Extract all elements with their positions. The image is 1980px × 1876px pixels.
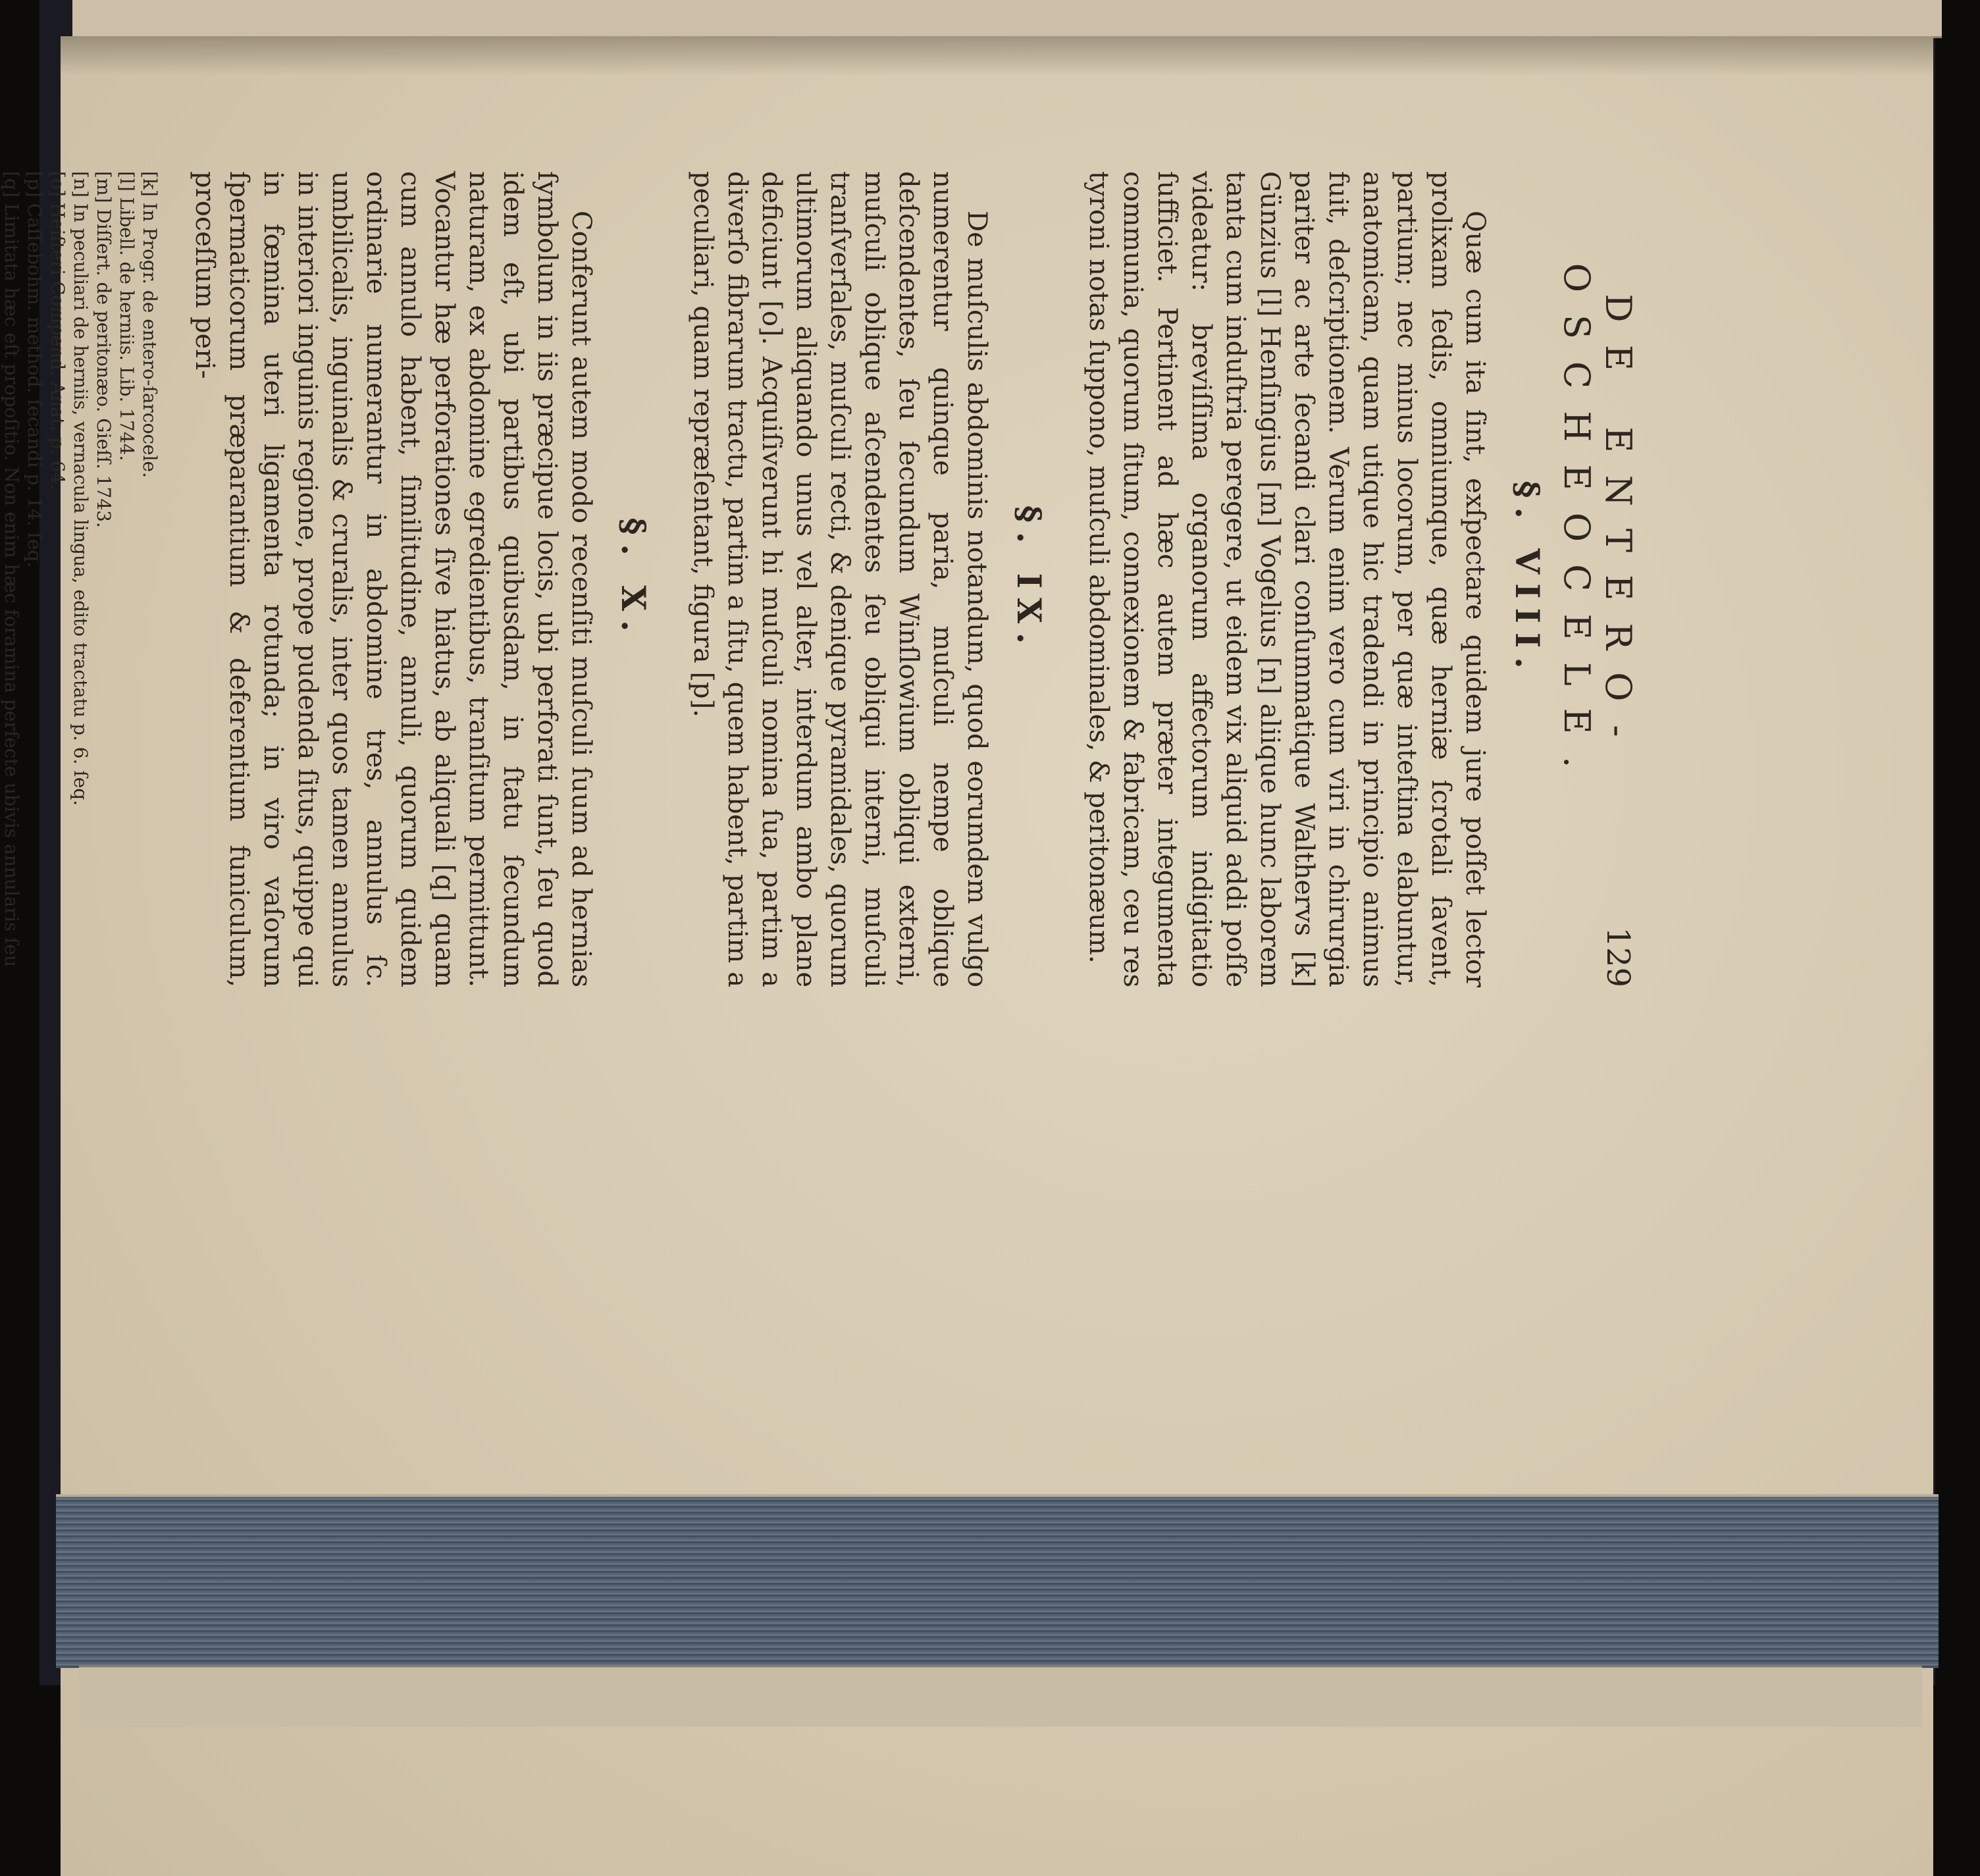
footnotes xyxy=(0,171,161,987)
section-heading-viii: §. VIII. xyxy=(1508,481,1547,678)
footnote-n: [n] In peculiari de herniis, vernacula lingua, edito tractatu p. 6. ſeq. xyxy=(70,171,91,806)
footnote-m: [m] Diſſert. de peritonæo. Gieſſ. 1743. xyxy=(93,171,115,528)
page-number: 129 xyxy=(1600,927,1636,987)
paragraph-x: Conferunt autem modo recenſiti muſculi ſuum ad hernias ſymbolum in iis præcipue locis, ubi perforati ſunt, ſeu quod idem eſt, ubi partibus quibusdam, in ſtatu ſecundum naturam, ex abdomine egredientibus, tranſitum permittunt. Vocantur hæ perforationes ſive hiatus, ab aliquali [q] quam cum annulo habent, ſimilitudine, annuli, quorum quidem ordinarie numerantur in abdomine tres, annulus ſc. umbilicalis, inguinalis & cruralis, inter quos tamen annulus in interiori inguinis regione, prope pudenda ſitus, quippe qui in fœmina uteri ligamenta rotunda; in viro vaſorum ſpermaticorum præparantium & deferentium funiculum, proceſſum peri- xyxy=(190,171,596,987)
footnote-l: [l] Libell. de herniis. Lib. 1744. xyxy=(116,171,138,461)
paragraph-ix: De muſculis abdominis notandum, quod eorumdem vulgo numerentur quinque paria, muſculi nempe oblique deſcendentes, ſeu ſecundum Winſlowium obliqui externi, muſculi oblique aſcendentes ſeu obliqui interni, muſculi tranſverſales, muſculi recti, & denique pyramidales, quorum ultimorum aliquando unus vel alter, interdum ambo plane deficiunt [o]. Acquiſiverunt hi muſculi nomina ſua, partim a diverſo fibrarum tractu, partim a ſitu, quem habent, partim a peculiari, quam repræſentant, figura [p]. xyxy=(688,171,992,987)
body-text xyxy=(0,171,1547,987)
footnote-o: [o] Heiſteri Compend. Anat. p. 64. xyxy=(47,171,68,490)
page-block-fore-edge xyxy=(56,1494,1939,1668)
section-heading-x: §. X. xyxy=(614,517,653,641)
previous-page-edge xyxy=(72,0,1942,38)
paragraph-viii: Quæ cum ita ſint, exſpectare quidem jure poſſet lector prolixam ſedis, omniumque, quæ herniæ ſcrotali ſavent, partium; nec minus locorum, per quæ inteſtina elabuntur, anatomicam, quam utique hic tradendi in principio animus fuit, deſcriptionem. Verum enim vero cum viri in chirurgia pariter ac arte ſecandi clari conſummatique Walthervs [k] Günzius [l] Henſingius [m] Vogelius [n] aliique hunc laborem tanta cum induſtria peregere, ut eidem vix aliquid addi poſſe videatur: breviſſima organorum affectorum indigitatio ſufficiet. Pertinent ad hæc autem præter integumenta communia, quorum ſitum, connexionem & fabricam, ceu res tyroni notas ſuppono, muſculi abdominales, & peritonæum. xyxy=(1083,171,1490,987)
footnote-k: [k] In Progr. de entero-ſarcocele. xyxy=(139,171,161,479)
gutter-shadow xyxy=(61,36,1933,76)
running-head xyxy=(1556,171,1646,987)
rotated-text-block xyxy=(1,171,1646,987)
back-cover-edge xyxy=(79,1665,1922,1727)
footnote-p: [p] Caſſebohm. method. ſecandi p. 14. ſeq. xyxy=(24,171,45,568)
running-title: DE ENTERO-OSCHEOCELE. xyxy=(1556,263,1639,791)
footnote-q: [q] Limitata hæc eſt propoſitio. Non enim hæc foramina perfecte ubivis annularis ſeu xyxy=(1,171,22,968)
section-heading-ix: §. IX. xyxy=(1010,505,1049,654)
